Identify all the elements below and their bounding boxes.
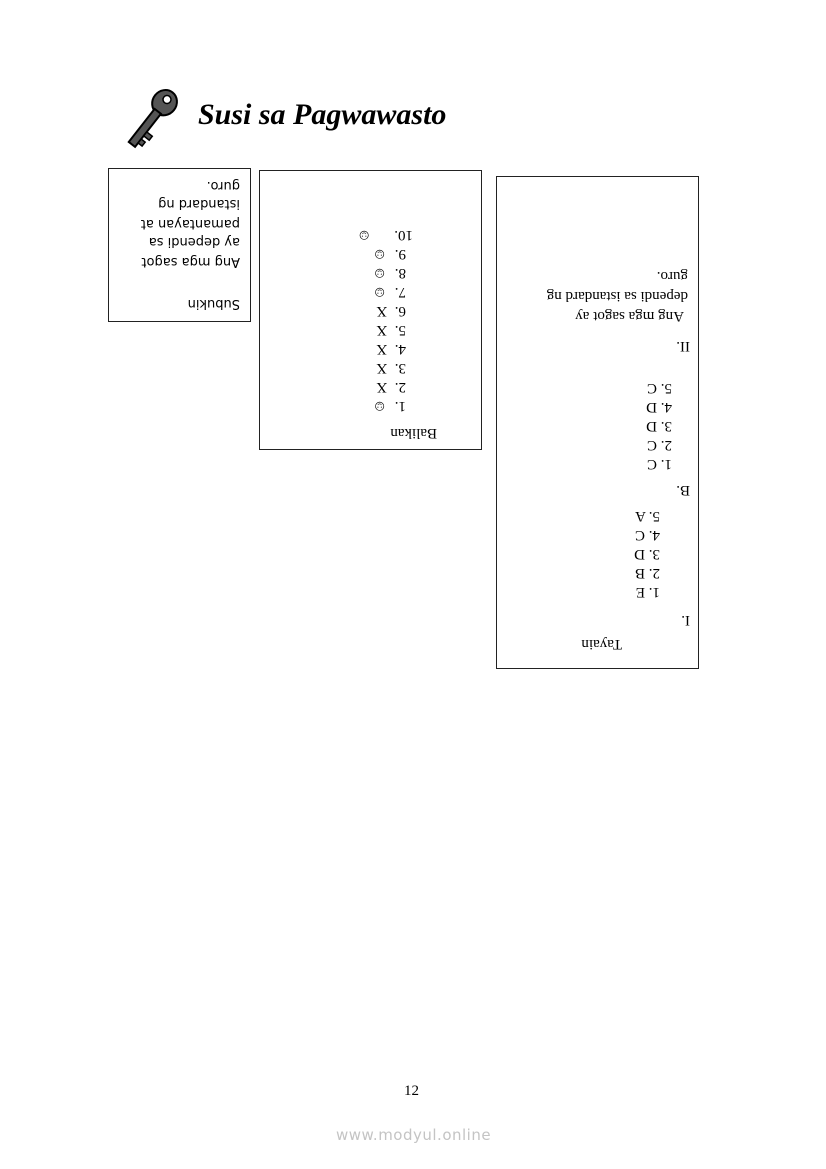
tayain-part2-line: dependi sa istandard ng — [546, 288, 688, 304]
page-title: Susi sa Pagwawasto — [198, 98, 447, 131]
subukin-box — [108, 168, 251, 322]
balikan-item-number: 1. — [394, 398, 406, 414]
tayain-part2-label: II. — [676, 338, 690, 354]
tayain-partB-label: B. — [676, 482, 690, 498]
balikan-item-answer: ☺ — [371, 284, 388, 300]
tayain-partB-item: 5. C — [646, 380, 672, 396]
page-number: 12 — [404, 1083, 419, 1099]
tayain-part2-line: guro. — [656, 268, 688, 284]
balikan-item-answer: X — [376, 360, 388, 376]
tayain-part2-line: Ang mga sagot ay — [575, 308, 684, 324]
balikan-box — [259, 170, 482, 450]
tayain-partB-item: 3. D — [646, 418, 672, 434]
balikan-item-number: 8. — [394, 265, 406, 281]
balikan-item-number: 10. — [394, 227, 413, 243]
balikan-item-number: 3. — [394, 360, 406, 376]
subukin-line: Ang mga sagot — [141, 254, 240, 269]
tayain-part1-item: 1. E — [635, 584, 660, 600]
balikan-item-number: 4. — [394, 341, 406, 357]
subukin-line: istandard ng — [158, 196, 240, 211]
subukin-line: ay dependi sa — [148, 234, 240, 249]
balikan-item-answer: ☺ — [371, 246, 388, 262]
tayain-part1-item: 2. B — [634, 565, 660, 581]
balikan-item-number: 9. — [394, 246, 406, 262]
tayain-box — [496, 176, 699, 669]
tayain-part1-item: 3. D — [634, 546, 660, 562]
tayain-partB-item: 4. D — [646, 399, 672, 415]
balikan-item-answer: X — [376, 322, 388, 338]
key-icon — [120, 84, 182, 156]
balikan-item-answer: X — [376, 341, 388, 357]
tayain-part1-item: 4. C — [634, 527, 660, 543]
balikan-item-answer: ☺ — [371, 398, 388, 414]
watermark: www.modyul.online — [336, 1126, 492, 1144]
balikan-item-answer: ☺ — [371, 265, 388, 281]
balikan-heading: Balikan — [390, 425, 437, 441]
balikan-item-number: 6. — [394, 303, 406, 319]
subukin-heading: Subukin — [187, 296, 240, 311]
tayain-part1-label: I. — [681, 612, 690, 628]
subukin-line: pamantayan at — [140, 216, 240, 231]
balikan-item-answer: X — [376, 303, 388, 319]
tayain-partB-item: 1. C — [646, 456, 672, 472]
subukin-line: guro. — [206, 178, 240, 193]
balikan-item-answer: ☺ — [356, 227, 372, 243]
balikan-item-number: 7. — [394, 284, 406, 300]
tayain-part1-item: 5. A — [634, 508, 660, 524]
tayain-heading: Tayain — [581, 636, 622, 652]
tayain-partB-item: 2. C — [646, 437, 672, 453]
balikan-item-answer: X — [376, 379, 388, 395]
balikan-item-number: 2. — [394, 379, 406, 395]
balikan-item-number: 5. — [394, 322, 406, 338]
